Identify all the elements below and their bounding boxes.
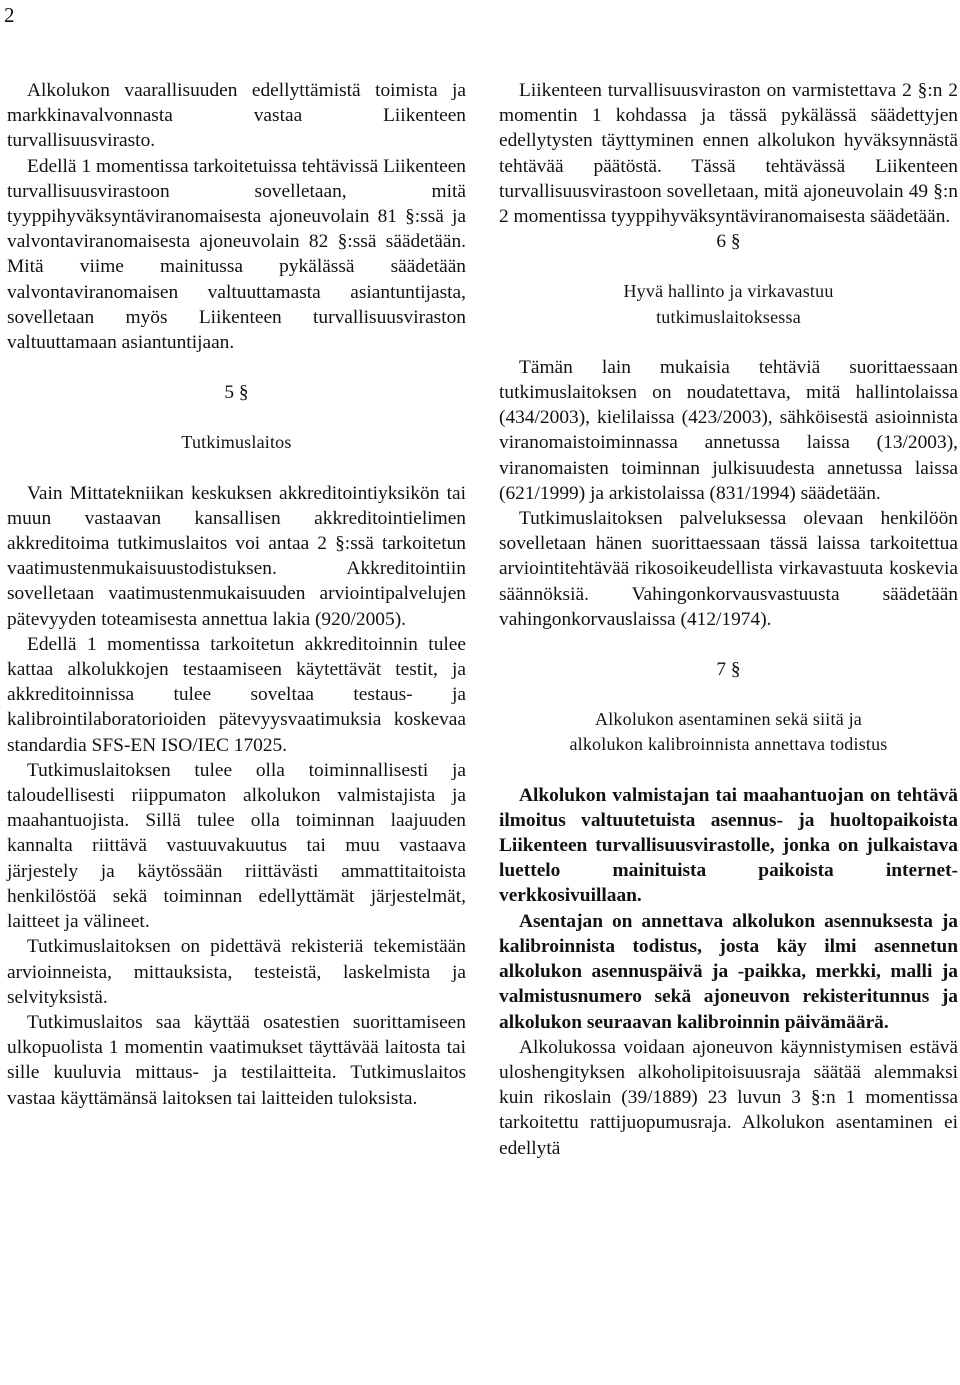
paragraph-accreditation: Vain Mittatekniikan keskuksen akkreditointiyksikön tai muun vastaavan kansallisen akkreditointielimen akkreditoima tutkimuslaitos voi antaa 2 §:ssä tarkoitetun vaatimustenmukaisuustodistuksen. Akkreditointiin sovelletaan vaatimustenmukaisuuden arviointipalvelujen pätevyyden toteamisesta annettua lakia (920/2005).	[7, 482, 466, 630]
paragraph-installation-notice: Alkolukon valmistajan tai maahantuojan on tehtävä ilmoitus valtuutetuista asennus- ja huoltopaikoista Liikenteen turvallisuusvirastolle, jonka on julkaistava luettelo mainituista paikoista internet-verkkosivuillaan.	[499, 784, 958, 907]
paragraph-authority-application: Edellä 1 momentissa tarkoitetuissa tehtävissä Liikenteen turvallisuusvirastoon sovelletaan, mitä tyyppihyväksyntäviranomaisesta ajoneuvolain 81 §:ssä ja valvontaviranomaisesta ajoneuvolain 82 §:ssä säädetään. Mitä viime mainitussa pykälässä säädetään valvontaviranomaisen valtuuttamasta asiantuntijasta, sovelletaan myös Liikenteen turvallisuusviraston valtuuttamaan asiantuntijaan.	[7, 155, 466, 354]
section-6-title-line-1: Hyvä hallinto ja virkavastuu	[623, 281, 834, 302]
paragraph-installation-certificate: Asentajan on annettava alkolukon asennuksesta ja kalibroinnista todistus, josta käy ilmi asennetun alkolukon asennuspäivä ja -paikka, merkki, malli ja valmistusnumero sekä ajoneuvon rekisteritunnus ja alkolukon seuraavan kalibroinnin päivämäärä.	[499, 910, 958, 1033]
section-5-number: 5 §	[224, 382, 249, 404]
paragraph-good-governance: Tämän lain mukaisia tehtäviä suorittaessaan tutkimuslaitoksen on noudatettava, mitä hallintolaissa (434/2003), kielilaissa (423/2003), sähköisestä asioinnista viranomaistoiminnassa annetussa laissa (13/2003), viranomaisten toiminnan julkisuudesta annetussa laissa (621/1999) ja arkistolaissa (831/1994) säädetään.	[499, 356, 958, 504]
section-7-number: 7 §	[716, 659, 741, 681]
paragraph-verification: Liikenteen turvallisuusviraston on varmistettava 2 §:n 2 momentin 1 kohdassa ja tässä pykälässä säädettyjen edellytysten täyttyminen ennen alkolukon hyväksynnästä tehtävää päätöstä. Tässä tehtävässä Liikenteen turvallisuusvirastoon sovelletaan, mitä ajoneuvolain 49 §:n 2 momentissa tyyppihyväksyntäviranomaisesta säädetään.	[499, 80, 958, 228]
left-column	[7, 78, 466, 1111]
paragraph-accreditation-scope: Edellä 1 momentissa tarkoitetun akkreditoinnin tulee kattaa alkolukkojen testaamiseen käytettävät testit, ja akkreditoinnissa tulee soveltaa testaus- ja kalibrointilaboratorioiden pätevyysvaatimuksia koskevaa standardia SFS-EN ISO/IEC 17025.	[7, 633, 466, 756]
right-column	[499, 78, 958, 1161]
page-number: 2	[4, 3, 15, 27]
paragraph-alcohol-limit: Alkolukossa voidaan ajoneuvon käynnistymisen estävä uloshengityksen alkoholipitoisuusraja säätää alemmaksi kuin rikoslain (39/1889) 23 luvun 3 §:n 1 momentissa tarkoitettu rattijuopumusraja. Alkolukon asentaminen ei edellytä	[499, 1036, 958, 1159]
section-7-title-line-2: alkolukon kalibroinnista annettava todistus	[569, 734, 888, 755]
paragraph-alcolock-market-surveillance: Alkolukon vaarallisuuden edellyttämistä toimista ja markkinavalvonnasta vastaa Liikenteen turvallisuusvirasto.	[7, 80, 466, 152]
paragraph-subcontracting: Tutkimuslaitos saa käyttää osatestien suorittamiseen ulkopuolista 1 momentin vaatimukset täyttävää laitosta tai sille kuuluvia mittaus- ja testilaitteita. Tutkimuslaitos vastaa käyttämänsä laitoksen tai laitteiden tuloksista.	[7, 1011, 466, 1109]
paragraph-records: Tutkimuslaitoksen on pidettävä rekisteriä tekemistään arvioinneista, mittauksista, testeistä, laskelmista ja selvityksistä.	[7, 936, 466, 1008]
section-7-title-line-1: Alkolukon asentaminen sekä siitä ja	[595, 709, 862, 730]
paragraph-independence: Tutkimuslaitoksen tulee olla toiminnallisesti ja taloudellisesti riippumaton alkolukon valmistajista ja maahantuojista. Sillä tulee olla toiminnan laajuuden kannalta riittävä vastuuvakuutus tai muu vastaava järjestely ja käytössään riittävästi ammattitaitoista henkilöstöä sekä toiminnan edellyttämät järjestelmät, laitteet ja välineet.	[7, 759, 466, 933]
paragraph-official-liability: Tutkimuslaitoksen palveluksessa olevaan henkilöön sovelletaan hänen suorittaessaan tässä laissa tarkoitettua arviointitehtävää rikosoikeudellista virkavastuuta koskevia säännöksiä. Vahingonkorvausvastuusta säädetään vahingonkorvauslaissa (412/1974).	[499, 508, 958, 630]
section-5-title: Tutkimuslaitos	[181, 432, 292, 453]
section-6-title-line-2: tutkimuslaitoksessa	[656, 306, 801, 327]
section-6-number: 6 §	[716, 231, 741, 253]
